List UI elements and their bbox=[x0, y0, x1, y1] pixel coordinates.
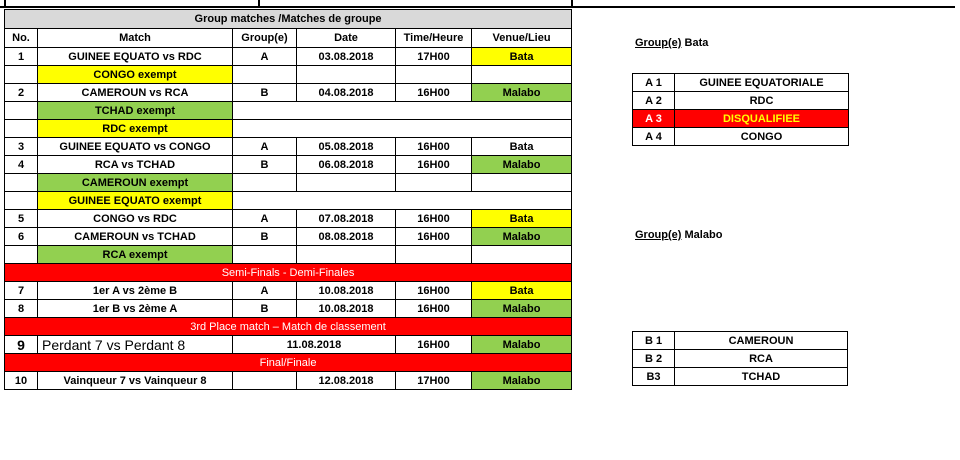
match-no: 3 bbox=[5, 138, 38, 156]
match-no: 6 bbox=[5, 228, 38, 246]
table-row bbox=[5, 174, 572, 192]
section-header-row bbox=[5, 264, 572, 282]
match-group: B bbox=[233, 228, 297, 246]
match-venue: Malabo bbox=[472, 300, 572, 318]
match-group: A bbox=[233, 48, 297, 66]
match-time: 16H00 bbox=[396, 282, 472, 300]
match-no: 10 bbox=[5, 372, 38, 390]
final-header: Final/Finale bbox=[5, 354, 572, 372]
empty-cell bbox=[396, 174, 472, 192]
match-venue: Malabo bbox=[472, 84, 572, 102]
team-code: B 1 bbox=[633, 332, 675, 350]
match-time: 16H00 bbox=[396, 228, 472, 246]
top-cell-divider bbox=[571, 0, 573, 6]
match-group: A bbox=[233, 282, 297, 300]
table-row bbox=[5, 84, 572, 102]
table-row bbox=[5, 120, 572, 138]
schedule-table bbox=[4, 9, 572, 390]
match-venue: Malabo bbox=[472, 228, 572, 246]
match-time: 16H00 bbox=[396, 210, 472, 228]
match-name: RCA vs TCHAD bbox=[38, 156, 233, 174]
match-name: CONGO vs RDC bbox=[38, 210, 233, 228]
group-city: Bata bbox=[684, 37, 709, 49]
match-name: Vainqueur 7 vs Vainqueur 8 bbox=[38, 372, 233, 390]
empty-cell bbox=[396, 66, 472, 84]
empty-cell bbox=[297, 66, 396, 84]
match-name: GUINEE EQUATO vs RDC bbox=[38, 48, 233, 66]
table-row bbox=[633, 128, 849, 146]
table-row bbox=[5, 210, 572, 228]
table-header-row bbox=[5, 29, 572, 48]
match-group: B bbox=[233, 156, 297, 174]
match-name: CAMEROUN vs TCHAD bbox=[38, 228, 233, 246]
team-code: A 1 bbox=[633, 74, 675, 92]
match-no: 7 bbox=[5, 282, 38, 300]
match-no: 8 bbox=[5, 300, 38, 318]
table-row bbox=[633, 350, 848, 368]
team-code: A 4 bbox=[633, 128, 675, 146]
team-name: DISQUALIFIEE bbox=[675, 110, 849, 128]
team-code: A 2 bbox=[633, 92, 675, 110]
match-venue: Bata bbox=[472, 138, 572, 156]
match-group: B bbox=[233, 300, 297, 318]
match-date: 11.08.2018 bbox=[233, 336, 396, 354]
match-venue: Bata bbox=[472, 48, 572, 66]
col-header-time: Time/Heure bbox=[396, 29, 472, 48]
empty-cell bbox=[472, 66, 572, 84]
match-name: 1er B vs 2ème A bbox=[38, 300, 233, 318]
table-row bbox=[633, 92, 849, 110]
match-no: 2 bbox=[5, 84, 38, 102]
top-cell-divider bbox=[258, 0, 260, 6]
match-time: 16H00 bbox=[396, 156, 472, 174]
group-label: Group(e) bbox=[635, 37, 682, 49]
semi-finals-header: Semi-Finals - Demi-Finales bbox=[5, 264, 572, 282]
third-place-header: 3rd Place match – Match de classement bbox=[5, 318, 572, 336]
section-header-row bbox=[5, 354, 572, 372]
team-name: TCHAD bbox=[675, 368, 848, 386]
team-name: RCA bbox=[675, 350, 848, 368]
group-malabo-table bbox=[632, 331, 848, 386]
match-group: A bbox=[233, 210, 297, 228]
match-time: 16H00 bbox=[396, 300, 472, 318]
empty-cell bbox=[233, 66, 297, 84]
match-date: 05.08.2018 bbox=[297, 138, 396, 156]
col-header-group: Group(e) bbox=[233, 29, 297, 48]
table-row bbox=[5, 48, 572, 66]
empty-cell bbox=[233, 120, 572, 138]
match-date: 12.08.2018 bbox=[297, 372, 396, 390]
team-code: A 3 bbox=[633, 110, 675, 128]
group-malabo-title bbox=[635, 229, 722, 241]
match-no: 1 bbox=[5, 48, 38, 66]
empty-cell bbox=[233, 174, 297, 192]
empty-cell bbox=[5, 120, 38, 138]
empty-cell bbox=[396, 246, 472, 264]
top-cell-divider bbox=[4, 0, 6, 6]
match-name: Perdant 7 vs Perdant 8 bbox=[38, 336, 233, 354]
table-row bbox=[5, 336, 572, 354]
empty-cell bbox=[233, 246, 297, 264]
team-name: CAMEROUN bbox=[675, 332, 848, 350]
group-city: Malabo bbox=[684, 229, 723, 241]
group-bata-title bbox=[635, 37, 708, 49]
empty-cell bbox=[233, 372, 297, 390]
col-header-venue: Venue/Lieu bbox=[472, 29, 572, 48]
match-time: 17H00 bbox=[396, 48, 472, 66]
empty-cell bbox=[5, 192, 38, 210]
team-name: CONGO bbox=[675, 128, 849, 146]
match-name: CAMEROUN vs RCA bbox=[38, 84, 233, 102]
match-time: 17H00 bbox=[396, 372, 472, 390]
exempt-team: GUINEE EQUATO exempt bbox=[38, 192, 233, 210]
group-bata-table bbox=[632, 73, 849, 146]
group-label: Group(e) bbox=[635, 229, 682, 241]
match-venue: Bata bbox=[472, 282, 572, 300]
team-name: RDC bbox=[675, 92, 849, 110]
exempt-team: RCA exempt bbox=[38, 246, 233, 264]
table-row bbox=[5, 282, 572, 300]
match-time: 16H00 bbox=[396, 84, 472, 102]
exempt-team: TCHAD exempt bbox=[38, 102, 233, 120]
match-group: A bbox=[233, 138, 297, 156]
table-row bbox=[5, 102, 572, 120]
empty-cell bbox=[472, 246, 572, 264]
match-venue: Bata bbox=[472, 210, 572, 228]
exempt-team: RDC exempt bbox=[38, 120, 233, 138]
match-time: 16H00 bbox=[396, 138, 472, 156]
team-name: GUINEE EQUATORIALE bbox=[675, 74, 849, 92]
col-header-date: Date bbox=[297, 29, 396, 48]
match-no: 4 bbox=[5, 156, 38, 174]
empty-cell bbox=[233, 102, 572, 120]
match-venue: Malabo bbox=[472, 372, 572, 390]
empty-cell bbox=[5, 102, 38, 120]
match-name: 1er A vs 2ème B bbox=[38, 282, 233, 300]
empty-cell bbox=[233, 192, 572, 210]
table-row bbox=[5, 228, 572, 246]
exempt-team: CAMEROUN exempt bbox=[38, 174, 233, 192]
table-row bbox=[633, 368, 848, 386]
table-row bbox=[5, 372, 572, 390]
table-row bbox=[5, 156, 572, 174]
empty-cell bbox=[297, 174, 396, 192]
empty-cell bbox=[297, 246, 396, 264]
exempt-team: CONGO exempt bbox=[38, 66, 233, 84]
match-venue: Malabo bbox=[472, 156, 572, 174]
team-code: B3 bbox=[633, 368, 675, 386]
table-row bbox=[5, 138, 572, 156]
match-no: 5 bbox=[5, 210, 38, 228]
table-title-row bbox=[5, 10, 572, 29]
table-row bbox=[633, 110, 849, 128]
table-title: Group matches /Matches de groupe bbox=[5, 10, 572, 29]
match-group: B bbox=[233, 84, 297, 102]
empty-cell bbox=[472, 174, 572, 192]
table-row bbox=[633, 332, 848, 350]
col-header-match: Match bbox=[38, 29, 233, 48]
match-date: 07.08.2018 bbox=[297, 210, 396, 228]
match-date: 10.08.2018 bbox=[297, 300, 396, 318]
table-row bbox=[5, 300, 572, 318]
match-venue: Malabo bbox=[472, 336, 572, 354]
team-code: B 2 bbox=[633, 350, 675, 368]
table-row bbox=[5, 246, 572, 264]
match-date: 10.08.2018 bbox=[297, 282, 396, 300]
top-border bbox=[0, 0, 955, 8]
match-time: 16H00 bbox=[396, 336, 472, 354]
match-date: 04.08.2018 bbox=[297, 84, 396, 102]
empty-cell bbox=[5, 174, 38, 192]
empty-cell bbox=[5, 246, 38, 264]
table-row bbox=[633, 74, 849, 92]
table-row bbox=[5, 192, 572, 210]
table-row bbox=[5, 66, 572, 84]
match-date: 08.08.2018 bbox=[297, 228, 396, 246]
section-header-row bbox=[5, 318, 572, 336]
match-no: 9 bbox=[5, 336, 38, 354]
match-date: 03.08.2018 bbox=[297, 48, 396, 66]
match-date: 06.08.2018 bbox=[297, 156, 396, 174]
col-header-no: No. bbox=[5, 29, 38, 48]
empty-cell bbox=[5, 66, 38, 84]
match-name: GUINEE EQUATO vs CONGO bbox=[38, 138, 233, 156]
